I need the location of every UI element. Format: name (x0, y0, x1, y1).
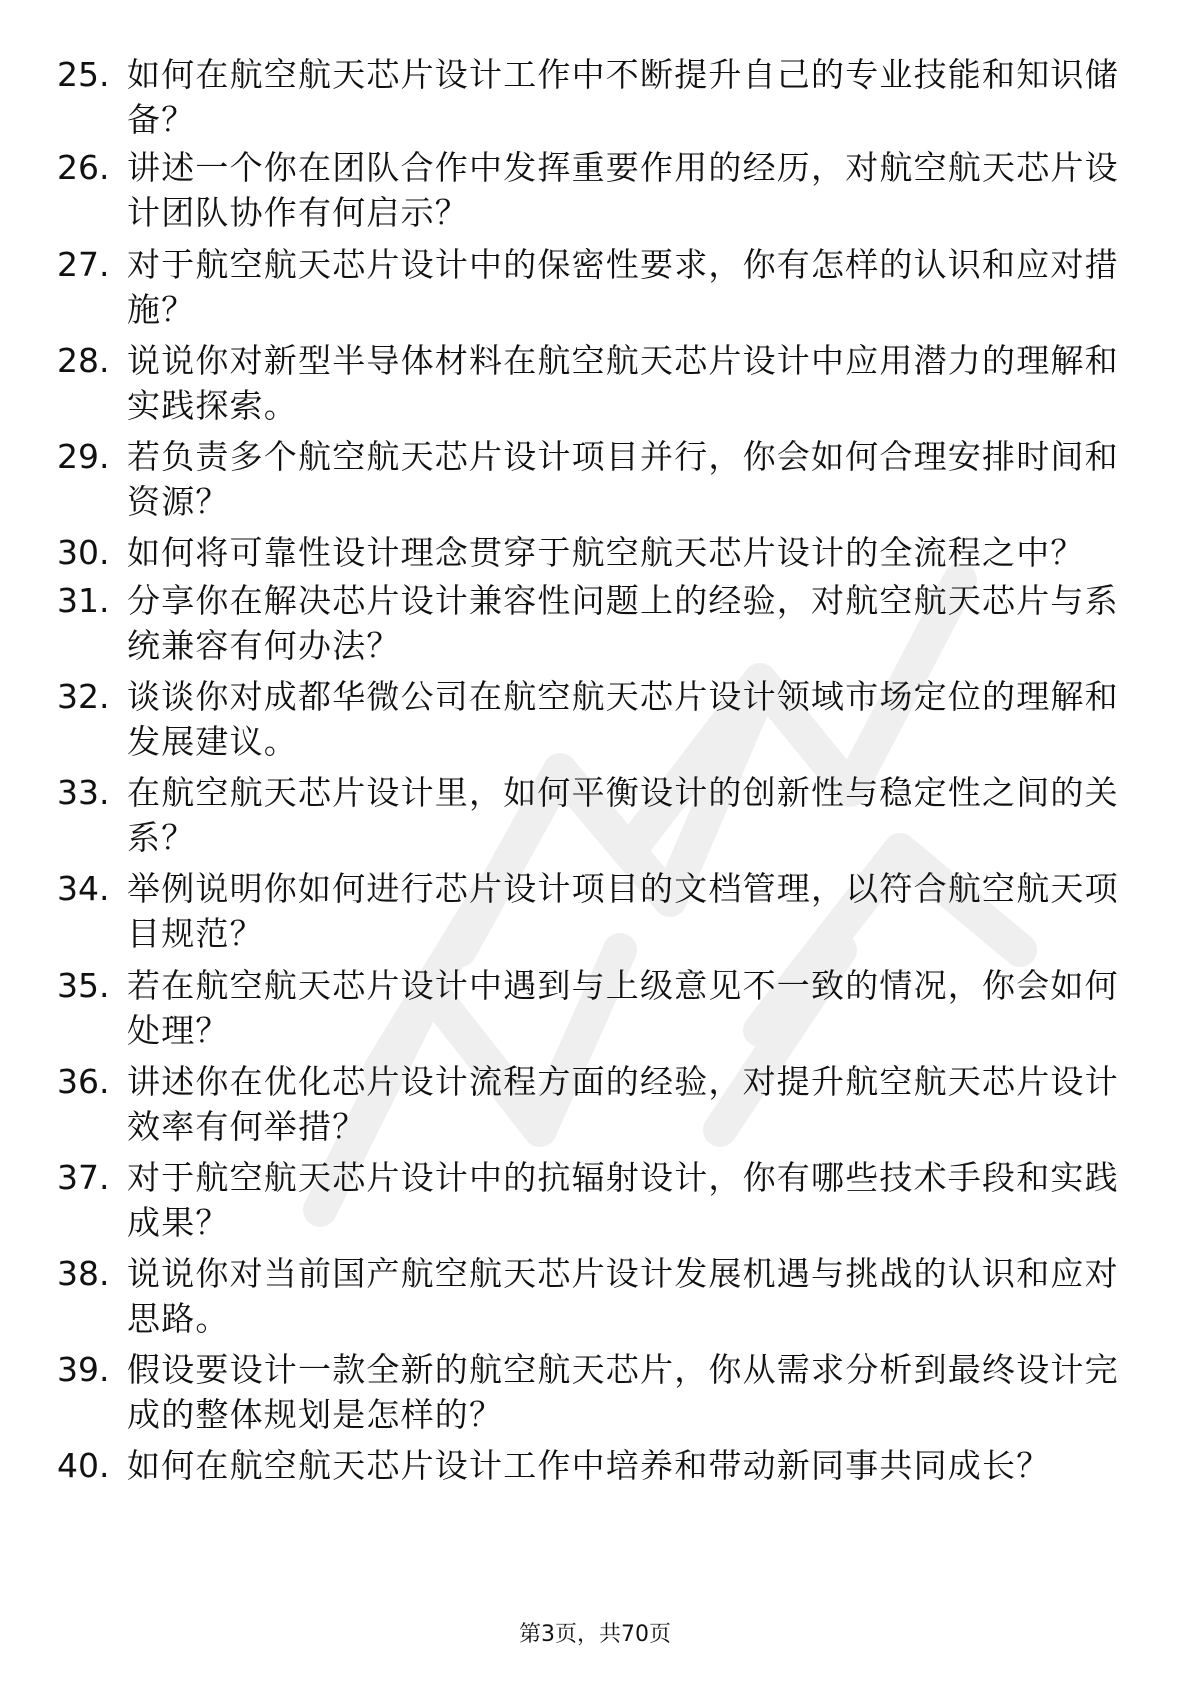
question-text: 如何将可靠性设计理念贯穿于航空航天芯片设计的全流程之中？ (127, 533, 1085, 572)
question-item (57, 963, 1137, 1059)
question-number: 39. (57, 1350, 110, 1389)
question-item (57, 434, 1137, 530)
question-number: 32. (57, 677, 110, 716)
question-number: 28. (57, 341, 110, 380)
question-number: 35. (57, 966, 110, 1005)
question-number: 40. (57, 1446, 110, 1485)
question-item (57, 1059, 1137, 1155)
question-text: 在航空航天芯片设计里，如何平衡设计的创新性与稳定性之间的关系？ (127, 773, 1119, 857)
question-text: 说说你对新型半导体材料在航空航天芯片设计中应用潜力的理解和实践探索。 (127, 341, 1119, 425)
page-number-footer: 第3页，共70页 (519, 1622, 671, 1647)
question-number: 38. (57, 1254, 110, 1293)
question-item (57, 674, 1137, 770)
question-item (57, 145, 1137, 241)
question-text: 对于航空航天芯片设计中的保密性要求，你有怎样的认识和应对措施？ (127, 245, 1119, 329)
question-number: 33. (57, 773, 110, 812)
question-number: 29. (57, 437, 110, 476)
question-text: 对于航空航天芯片设计中的抗辐射设计，你有哪些技术手段和实践成果？ (127, 1158, 1119, 1242)
question-item (57, 1347, 1137, 1443)
question-item (57, 770, 1137, 866)
question-item (57, 338, 1137, 434)
question-item (57, 1251, 1137, 1347)
question-text: 若负责多个航空航天芯片设计项目并行，你会如何合理安排时间和资源？ (127, 437, 1119, 521)
question-number: 26. (57, 148, 110, 187)
question-item (57, 866, 1137, 962)
question-item (57, 242, 1137, 338)
question-item (57, 1155, 1137, 1251)
question-text: 谈谈你对成都华微公司在航空航天芯片设计领域市场定位的理解和发展建议。 (127, 677, 1119, 761)
question-number: 31. (57, 581, 110, 620)
question-text: 若在航空航天芯片设计中遇到与上级意见不一致的情况，你会如何处理？ (127, 966, 1119, 1050)
question-text: 举例说明你如何进行芯片设计项目的文档管理，以符合航空航天项目规范？ (127, 869, 1119, 953)
question-number: 25. (57, 55, 110, 94)
question-text: 如何在航空航天芯片设计工作中不断提升自己的专业技能和知识储备？ (127, 55, 1119, 139)
question-text: 说说你对当前国产航空航天芯片设计发展机遇与挑战的认识和应对思路。 (127, 1254, 1119, 1338)
question-text: 讲述你在优化芯片设计流程方面的经验，对提升航空航天芯片设计效率有何举措？ (127, 1062, 1119, 1146)
question-number: 34. (57, 869, 110, 908)
question-number: 37. (57, 1158, 110, 1197)
question-item (57, 52, 1137, 148)
question-text: 讲述一个你在团队合作中发挥重要作用的经历，对航空航天芯片设计团队协作有何启示？ (127, 148, 1119, 232)
question-text: 假设要设计一款全新的航空航天芯片，你从需求分析到最终设计完成的整体规划是怎样的？ (127, 1350, 1119, 1434)
question-text: 分享你在解决芯片设计兼容性问题上的经验，对航空航天芯片与系统兼容有何办法？ (127, 581, 1119, 665)
question-number: 36. (57, 1062, 110, 1101)
question-text: 如何在航空航天芯片设计工作中培养和带动新同事共同成长？ (127, 1446, 1051, 1485)
question-number: 27. (57, 245, 110, 284)
question-item (57, 578, 1137, 674)
question-number: 30. (57, 533, 110, 572)
question-item (57, 1443, 1137, 1539)
